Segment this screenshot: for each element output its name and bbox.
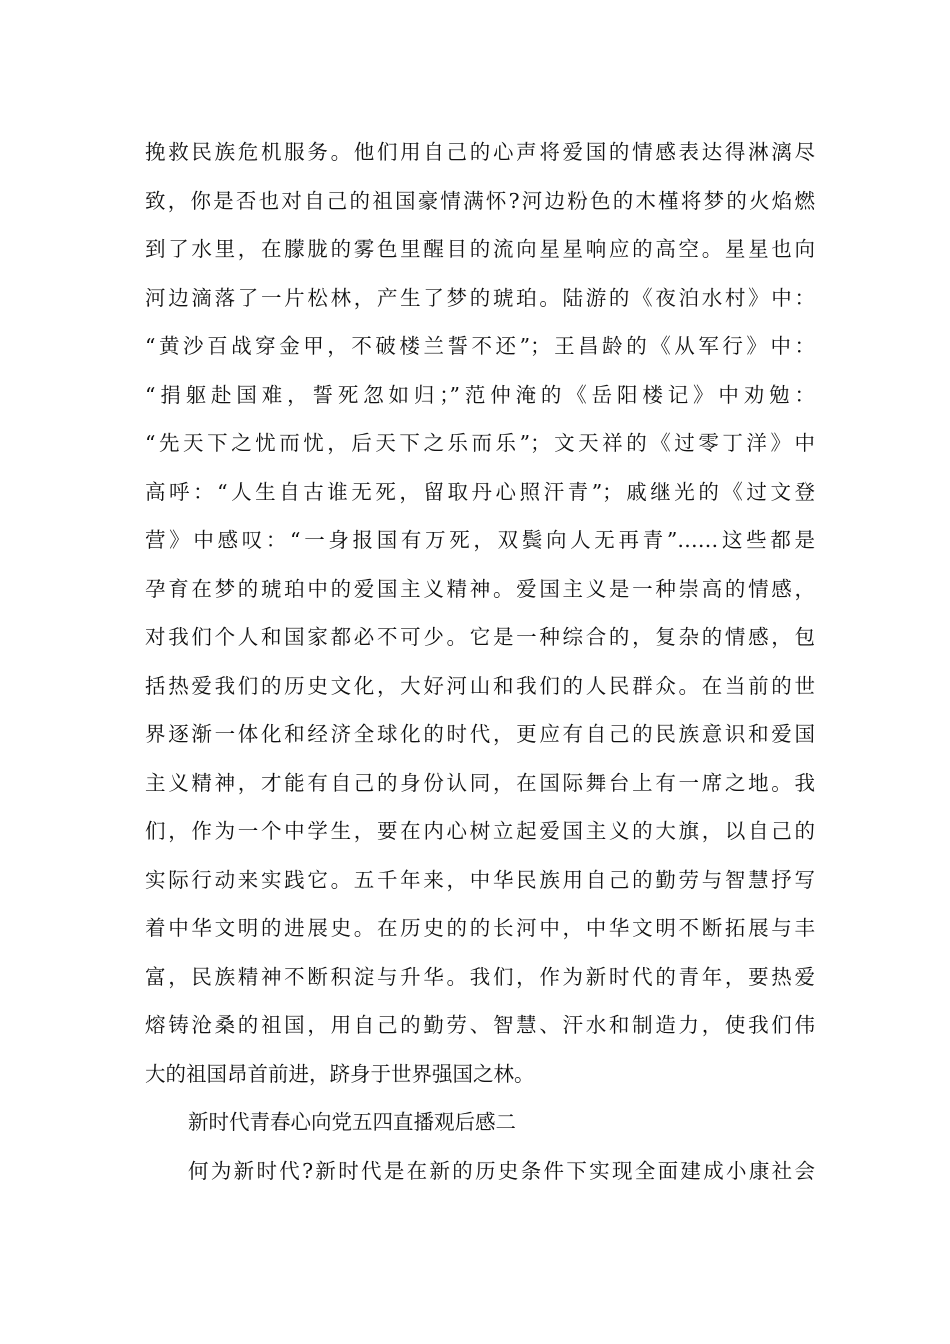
body-line: 挽救民族危机服务。他们用自己的心声将爱国的情感表达得淋漓尽 [145,140,815,164]
body-line: 实际行动来实践它。五千年来，中华民族用自己的勤劳与智慧抒写 [145,867,815,892]
document-body [145,128,815,1195]
body-line: “捐躯赴国难，誓死忽如归；”范仲淹的《岳阳楼记》中劝勉： [145,382,815,407]
body-line: 到了水里，在朦胧的雾色里醒目的流向星星响应的高空。星星也向 [145,237,815,261]
body-line: 主义精神，才能有自己的身份认同，在国际舞台上有一席之地。我 [145,770,815,795]
body-line: 营》中感叹：“一身报国有万死，双鬓向人无再青”……这些都是 [145,528,815,552]
body-line: 括热爱我们的历史文化，大好河山和我们的人民群众。在当前的世 [145,673,815,698]
body-line: “黄沙百战穿金甲，不破楼兰誓不还”；王昌龄的《从军行》中： [145,334,815,358]
body-line: 何为新时代?新时代是在新的历史条件下实现全面建成小康社会 [188,1158,815,1183]
body-line: 大的祖国昂首前进，跻身于世界强国之林。 [145,1061,535,1086]
body-line: “先天下之忧而忧，后天下之乐而乐”；文天祥的《过零丁洋》中 [145,431,815,455]
body-line: 对我们个人和国家都必不可少。它是一种综合的，复杂的情感，包 [145,625,815,649]
body-line: 致，你是否也对自己的祖国豪情满怀?河边粉色的木槿将梦的火焰燃 [145,188,815,213]
body-line: 富，民族精神不断积淀与升华。我们，作为新时代的青年，要热爱 [145,964,815,989]
body-line: 们，作为一个中学生，要在内心树立起爱国主义的大旗，以自己的 [145,819,815,843]
body-line: 河边滴落了一片松林，产生了梦的琥珀。陆游的《夜泊水村》中： [145,285,815,310]
body-line: 孕育在梦的琥珀中的爱国主义精神。爱国主义是一种崇高的情感， [145,576,815,601]
body-line: 高呼：“人生自古谁无死，留取丹心照汗青”；戚继光的《过文登 [145,479,815,504]
body-line: 熔铸沧桑的祖国，用自己的勤劳、智慧、汗水和制造力，使我们伟 [145,1013,815,1037]
section-heading: 新时代青春心向党五四直播观后感二 [188,1110,516,1134]
body-line: 着中华文明的进展史。在历史的的长河中，中华文明不断拓展与丰 [145,916,815,940]
body-line: 界逐渐一体化和经济全球化的时代，更应有自己的民族意识和爱国 [145,722,815,746]
